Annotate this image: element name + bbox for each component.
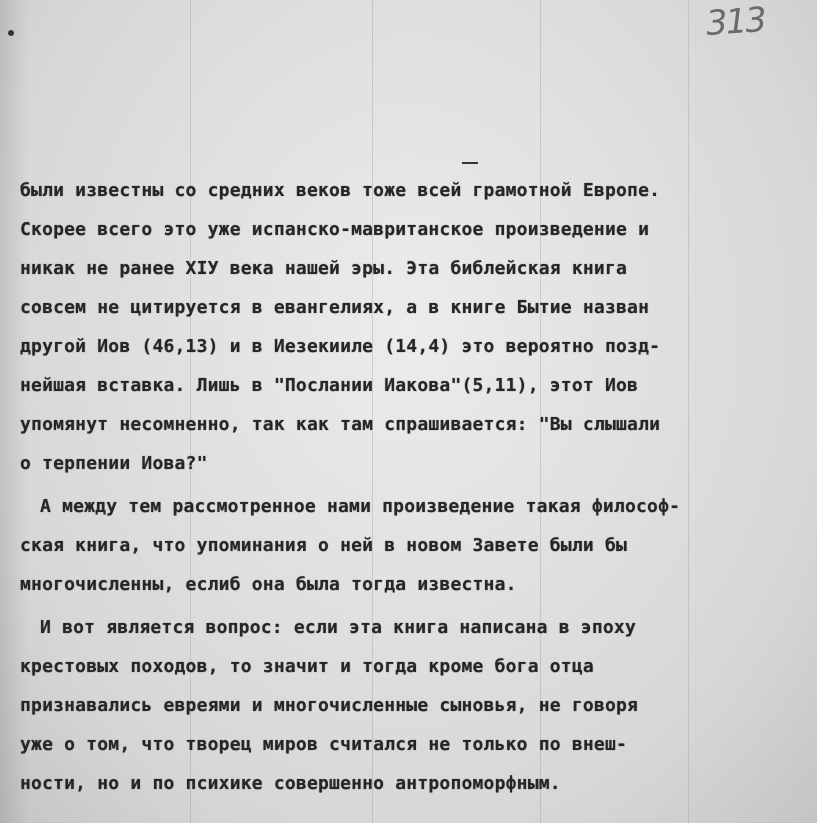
text-line: ности, но и по психике совершенно антропоморфным.	[20, 773, 561, 794]
text-line: А между тем рассмотренное нами произведение такая философ-	[40, 496, 681, 517]
guide-line	[688, 0, 689, 823]
text-line: Скорее всего это уже испанско-мавританское произведение и	[20, 219, 650, 240]
text-line: никак не ранее XIУ века нашей эры. Эта библейская книга	[20, 258, 628, 279]
text-line: И вот является вопрос: если эта книга написана в эпоху	[40, 617, 636, 638]
text-line: нейшая вставка. Лишь в "Послании Иакова"(5,11), этот Иов	[20, 375, 639, 396]
text-line: ская книга, что упоминания о ней в новом Завете были бы	[20, 535, 628, 556]
page-number: 313	[704, 0, 767, 45]
text-line: о терпении Иова?"	[20, 453, 208, 474]
text-line: признавались евреями и многочисленные сыновья, не говоря	[20, 695, 639, 716]
ink-dash	[462, 162, 478, 164]
text-line: многочисленны, еслиб она была тогда известна.	[20, 574, 517, 595]
text-line: совсем не цитируется в евангелиях, а в книге Бытие назван	[20, 297, 650, 318]
ink-dot	[8, 30, 14, 36]
text-line: упомянут несомненно, так как там спрашивается: "Вы слышали	[20, 414, 661, 435]
text-line: другой Иов (46,13) и в Иезекииле (14,4) это вероятно позд-	[20, 336, 661, 357]
text-line: уже о том, что творец миров считался не только по внеш-	[20, 734, 628, 755]
text-line: были известны со средних веков тоже всей грамотной Европе.	[20, 180, 661, 201]
text-line: крестовых походов, то значит и тогда кроме бога отца	[20, 656, 594, 677]
